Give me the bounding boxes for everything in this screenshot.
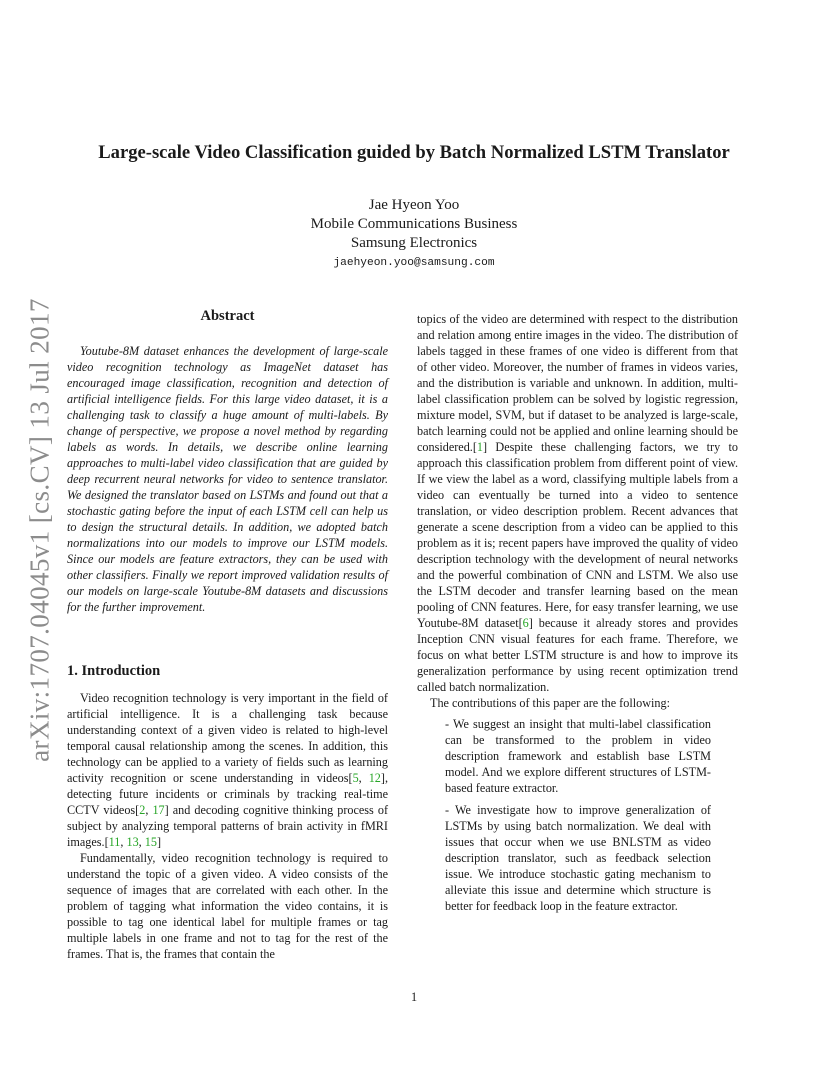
author-affiliation-2: Samsung Electronics	[350, 235, 478, 251]
author-affiliation-1: Mobile Communications Business	[310, 216, 518, 232]
introduction-heading: 1. Introduction	[67, 663, 161, 679]
intro-text: ] and decoding cognitive thinking process of subject by analyzing temporal patterns of brain activity in fMRI images.[	[67, 803, 388, 849]
introduction-section	[67, 690, 388, 962]
right-column	[417, 311, 738, 914]
citation-link[interactable]: 15	[144, 835, 157, 849]
author-email: jaehyeon.yoo@samsung.com	[333, 257, 495, 269]
intro-paragraph-2: Fundamentally, video recognition technology is required to understand the topic of a given video. A video consists of the sequence of images that are correlated with each other. In the problem of tagging what information the video contains, it is possible to tag one identical label for multiple frames or tag multiple labels in one frame and not to tag for the rest of the frames. That is, the frames that contain the	[67, 851, 388, 961]
intro-text: Video recognition technology is very important in the field of artificial intelligence. It is a challenging task because understanding context of a given video is related to high-level temporal causal relationship among the scenes. In addition, this technology can be applied to a variety of fields such as learning activity recognition or scene understanding in videos[	[67, 691, 388, 785]
citation-separator: ,	[120, 835, 127, 849]
body-text: topics of the video are determined with respect to the distribution and relation among entire images in the video. The distribution of labels tagged in these frames of one video is different from that of other video. Moreover, the number of frames in videos varies, and the distribution is variable and unknown. In addition, multi-label classification problem can be solved by logistic regression, mixture model, SVM, but if dataset to be analyzed is large-scale, batch learning could not be applied and online learning should be considered.[	[417, 312, 738, 454]
intro-text: ], detecting future incidents or criminals by tracking real-time CCTV videos[	[67, 771, 388, 817]
citation-link[interactable]: 17	[152, 803, 165, 817]
citation-separator: ,	[358, 771, 369, 785]
arxiv-id: arXiv:1707.04045v1 [cs.CV] 13 Jul 2017	[24, 298, 55, 762]
page-number: 1	[410, 990, 418, 1004]
abstract-heading: Abstract	[200, 308, 255, 324]
right-paragraph-1	[417, 311, 738, 695]
intro-paragraph-1	[67, 690, 388, 850]
citation-link[interactable]: 11	[108, 835, 121, 849]
author-name: Jae Hyeon Yoo	[368, 197, 460, 213]
citation-link[interactable]: 13	[126, 835, 139, 849]
citation-link[interactable]: 12	[368, 771, 381, 785]
abstract-text: Youtube-8M dataset enhances the development of large-scale video recognition technology as ImageNet dataset has encouraged image classification, recognition and detection of artificial intelligence fields. For this large video dataset, it is a challenging task to classify a huge amount of multi-labels. By change of perspective, we propose a novel method by regarding labels as words. In details, we describe online learning approaches to multi-label video classification that are guided by deep recurrent neural networks for video to sentence translator. We designed the translator based on LSTMs and found out that a stochastic gating before the input of each LSTM cell can help us to design the structural details. In addition, we adopted batch normalizations into our models to improve our LSTM models. Since our models are feature extractors, they can be used with other classifiers. Finally we report improved validation results of our models on large-scale Youtube-8M datasets and discussions for the further improvement.	[67, 344, 388, 614]
citation-link[interactable]: 5	[352, 771, 359, 785]
body-text: ] Despite these challenging factors, we try to approach this classification problem from different point of view. If we view the label as a word, classifying multiple labels from a video can eventually be turned into a video to sentence translation, or video description problem. Recent advances that generate a scene description from a video can be applied to this problem as it is; recent papers have improved the quality of video description technology with the development of neural networks and the powerful combination of CNN and LSTM. We also use the LSTM decoder and transfer learning based on the mean pooling of CNN features. Here, for easy transfer learning, we use Youtube-8M dataset[	[417, 440, 738, 630]
paper-title: Large-scale Video Classification guided by Batch Normalized LSTM Translator	[98, 142, 730, 163]
author-block	[200, 196, 628, 270]
contribution-item-1: - We suggest an insight that multi-label classification can be transformed to the problem in video description framework and establish base LSTM model. And we explore different structures of LSTM-based feature extractor.	[445, 717, 711, 795]
intro-text: ]	[156, 835, 162, 849]
citation-separator: ,	[138, 835, 145, 849]
body-text: ] because it already stores and provides Inception CNN visual features for each frame. Therefore, we focus on what better LSTM structure is and how to improve its generalization performance by using recent optimization trend called batch normalization.	[417, 616, 738, 694]
citation-separator: ,	[145, 803, 153, 817]
contribution-item-2: - We investigate how to improve generalization of LSTMs by using batch normalization. We deal with issues that occur when we use BNLSTM as video description translator, such as feedback selection issue. We introduce stochastic gating mechanism to alleviate this issue and determine which structure is better for feedback loop in the feature extractor.	[445, 803, 711, 913]
citation-link[interactable]: 1	[476, 440, 483, 454]
abstract-section	[67, 343, 388, 615]
citation-link[interactable]: 6	[522, 616, 529, 630]
contributions-intro: The contributions of this paper are the following:	[430, 696, 670, 710]
citation-link[interactable]: 2	[139, 803, 146, 817]
